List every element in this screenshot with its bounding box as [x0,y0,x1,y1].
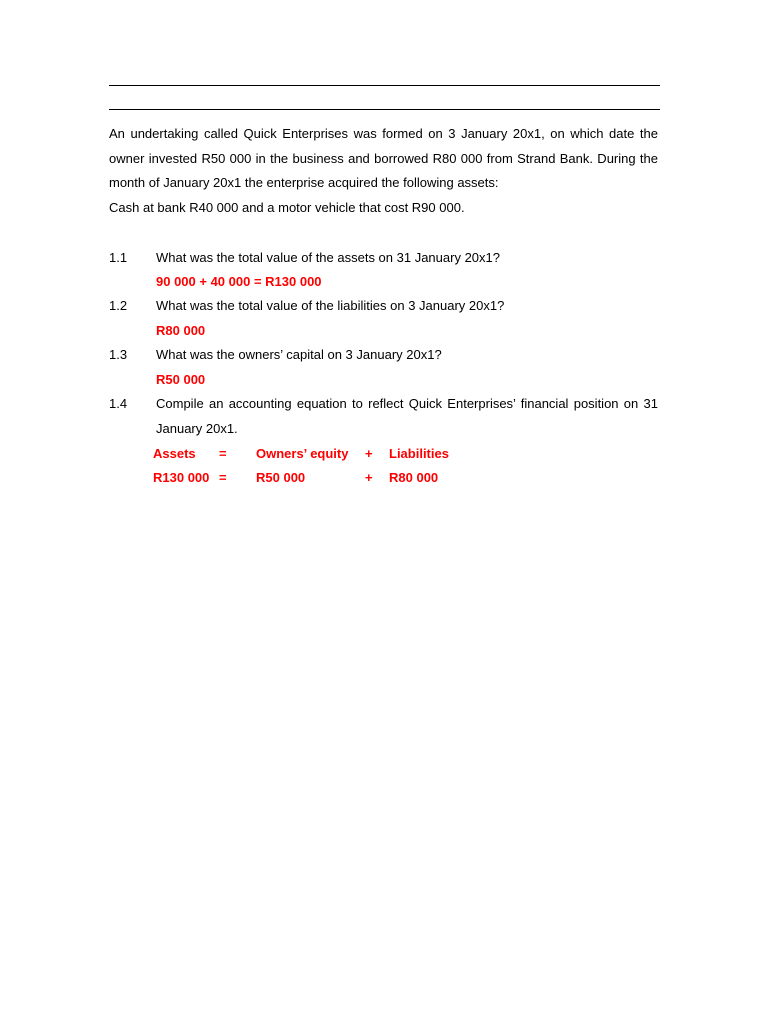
equation-liabilities-label: Liabilities [389,446,449,461]
equation-equity-label: Owners’ equity [256,446,349,461]
second-rule [109,109,660,110]
question-text: What was the total value of the assets on 31 January 20x1? [156,250,500,265]
equation-liabilities-value: R80 000 [389,470,439,485]
answer-1-3: R50 000 [156,372,206,387]
answer-1-1: 90 000 + 40 000 = R130 000 [156,274,322,289]
intro-paragraph: An undertaking called Quick Enterprises was formed on 3 January 20x1, on which date the owner invested R50 000 in the business and borrowed R80 000 from Strand Bank. During the month of January 20x1 the enterprise acquired the following assets: [109,126,658,190]
equation-assets-value: R130 000 [153,470,210,485]
question-number: 1.2 [109,298,128,313]
question-text: What was the owners’ capital on 3 January 20x1? [156,347,442,362]
equation-equals-sign: = [219,446,227,461]
intro-assets-line: Cash at bank R40 000 and a motor vehicle that cost R90 000. [109,199,465,215]
question-number: 1.1 [109,250,128,265]
question-number: 1.4 [109,396,128,411]
question-number: 1.3 [109,347,128,362]
question-text: What was the total value of the liabilities on 3 January 20x1? [156,298,505,313]
intro-section [109,122,658,220]
equation-equals-sign: = [219,470,227,485]
equation-equity-value: R50 000 [256,470,306,485]
equation-assets-label: Assets [153,446,196,461]
equation-plus-sign: + [365,446,373,461]
top-rule [109,85,660,86]
answer-1-2: R80 000 [156,323,206,338]
equation-plus-sign: + [365,470,373,485]
question-text: Compile an accounting equation to reflect Quick Enterprises’ financial position on 31 January 20x1. [156,396,658,436]
